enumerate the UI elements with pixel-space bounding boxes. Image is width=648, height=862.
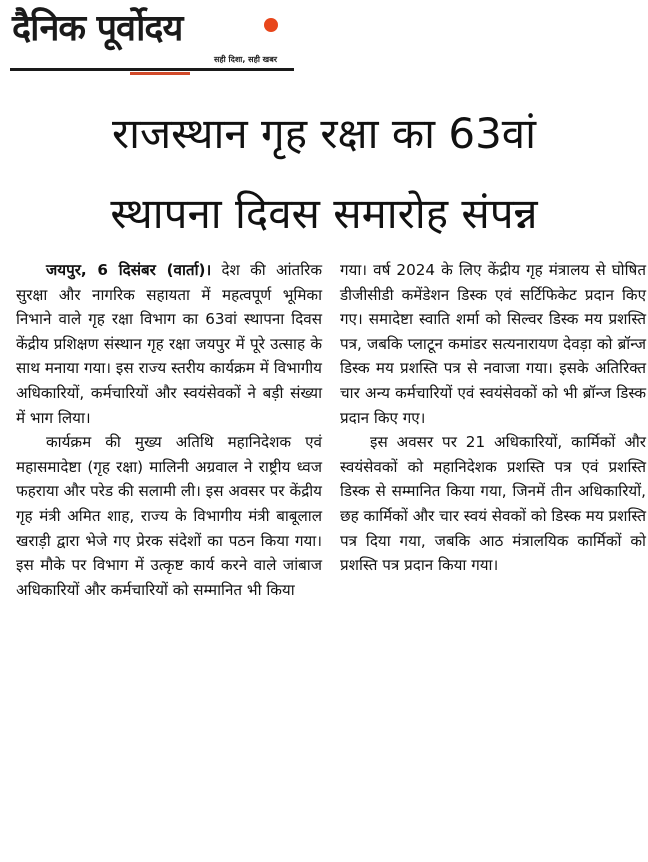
- article-paragraph-2-continued: गया। वर्ष 2024 के लिए केंद्रीय गृह मंत्रालय से घोषित डीजीसीडी कमेंडेशन डिस्क एवं सर्टिफिकेट प्रदान किए गए। समादेष्टा स्वाति शर्मा को सिल्वर डिस्क मय प्रशस्ति पत्र, जबकि प्लाटून कमांडर सत्यनारायण देवड़ा को ब्रॉन्ज डिस्क मय प्रशस्ति पत्र से नवाजा गया। इसके अतिरिक्त चार अन्य कर्मचारियों एवं स्वयंसेवकों को भी ब्रॉन्ज डिस्क प्रदान किए गए।: [340, 261, 646, 427]
- article-column-right: [340, 258, 646, 578]
- masthead-rule: [10, 68, 294, 71]
- masthead: [10, 4, 300, 76]
- masthead-accent-rule: [130, 72, 190, 75]
- paragraph-1-text: देश की आंतरिक सुरक्षा और नागरिक सहायता में महत्वपूर्ण भूमिका निभाने वाले गृह रक्षा विभाग का 63वां स्थापना दिवस केंद्रीय प्रशिक्षण संस्थान गृह रक्षा जयपुर में पूरे उत्साह के साथ मनाया गया। इस राज्य स्तरीय कार्यक्रम में विभागीय अधिकारियों, कर्मचारियों और स्वयंसेवकों ने बड़ी संख्या में भाग लिया।: [16, 261, 323, 427]
- dateline: जयपुर, 6 दिसंबर (वार्ता)।: [46, 261, 212, 279]
- headline: [8, 94, 640, 254]
- tagline: सही दिशा, सही खबर: [214, 55, 278, 64]
- article-column-left: [16, 258, 322, 602]
- headline-line-1: राजस्थान गृह रक्षा का 63वां: [111, 109, 537, 158]
- article-paragraph-2: कार्यक्रम की मुख्य अतिथि महानिदेशक एवं महासमादेष्टा (गृह रक्षा) मालिनी अग्रवाल ने राष्ट्रीय ध्वज फहराया और परेड की सलामी ली। इस अवसर पर केंद्रीय गृह मंत्री अमित शाह, राज्य के विभागीय मंत्री बाबूलाल खराड़ी द्वारा भेजे गए प्रेरक संदेशों का पठन किया गया। इस मौके पर विभाग में उत्कृष्ट कार्य करने वाले जांबाज अधिकारियों और कर्मचारियों को सम्मानित भी किया: [16, 433, 322, 599]
- article-paragraph-1: [16, 258, 322, 430]
- logo-dot-icon: [264, 18, 278, 32]
- newspaper-logo: दैनिक पूर्वोदय: [12, 8, 183, 49]
- headline-line-2: स्थापना दिवस समारोह संपन्न: [110, 189, 538, 238]
- article-paragraph-3: इस अवसर पर 21 अधिकारियों, कार्मिकों और स्वयंसेवकों को महानिदेशक प्रशस्ति पत्र एवं प्रशस्ति डिस्क से सम्मानित किया गया, जिनमें तीन अधिकारियों, छह कार्मिकों और चार स्वयं सेवकों को डिस्क मय प्रशस्ति पत्र दिया गया, जबकि आठ मंत्रालयिक कार्मिकों को प्रशस्ति पत्र प्रदान किया गया।: [340, 433, 646, 575]
